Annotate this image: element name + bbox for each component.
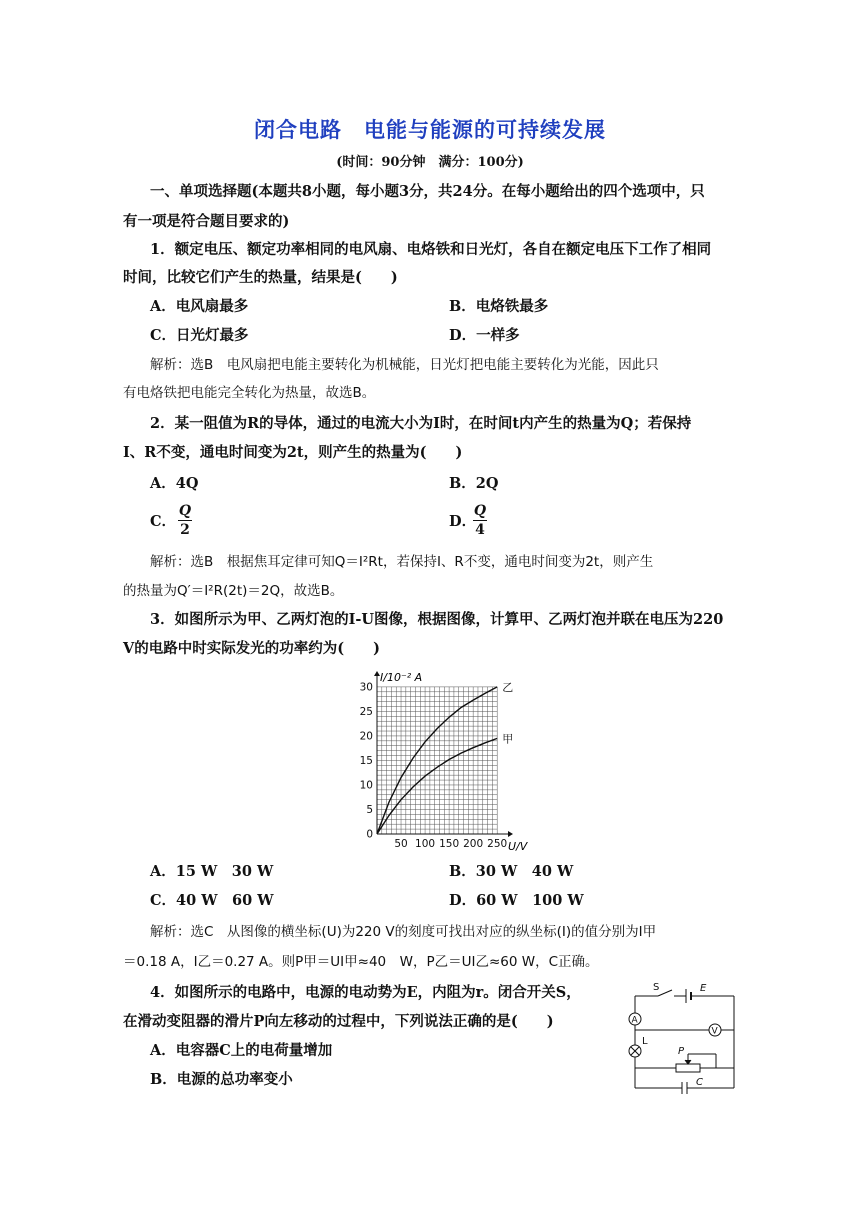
y-tick-label: 10 [359, 779, 373, 792]
q1-option-d: D．一样多 [449, 327, 520, 344]
q2-option-a: A．4Q [150, 475, 199, 492]
x-tick-label: 250 [487, 838, 508, 850]
q1-option-a: A．电风扇最多 [150, 298, 249, 315]
q1-option-c: C．日光灯最多 [150, 327, 249, 344]
q3-analysis-line2: ＝0.18 A，I乙＝0.27 A。则P甲＝UI甲≈40 W，P乙＝UI乙≈60 W，C正确。 [123, 954, 599, 970]
voltmeter-label: V [711, 1026, 718, 1037]
q2-option-c-fraction [178, 503, 192, 538]
y-tick-label: 20 [359, 730, 373, 743]
series-label: 甲 [502, 732, 514, 746]
page-subtitle: (时间：90分钟 满分：100分) [336, 155, 524, 170]
slider-label: P [678, 1046, 685, 1057]
q1-option-b: B．电烙铁最多 [449, 298, 549, 315]
fraction-denominator: 4 [475, 522, 485, 538]
section-heading-line2: 有一项是符合题目要求的) [123, 213, 290, 230]
q3-option-d: D．60 W 100 W [449, 892, 584, 909]
q3-option-a: A．15 W 30 W [150, 863, 274, 880]
q1-stem-line2: 时间，比较它们产生的热量，结果是( ) [123, 269, 398, 286]
chart-x-axis-label: U/V [508, 840, 528, 853]
x-tick-label: 200 [463, 838, 484, 850]
fraction-numerator: Q [178, 503, 192, 519]
capacitor-label: C [696, 1077, 703, 1088]
series-line-jia [377, 738, 497, 834]
q3-stem-line2: V的电路中时实际发光的功率约为( ) [123, 640, 380, 657]
q4-option-a: A．电容器C上的电荷量增加 [150, 1042, 333, 1059]
fraction-numerator: Q [473, 503, 487, 519]
q1-stem-line1: 1．额定电压、额定功率相同的电风扇、电烙铁和日光灯，各自在额定电压下工作了相同 [150, 241, 712, 258]
lamp-label: L [642, 1036, 648, 1047]
emf-label: E [700, 983, 707, 994]
fraction-denominator: 2 [180, 522, 190, 538]
q2-stem-line2: I、R不变，通电时间变为2t，则产生的热量为( ) [123, 444, 463, 461]
y-tick-label: 5 [366, 803, 373, 816]
circuit-diagram [620, 978, 745, 1096]
q2-analysis-line2: 的热量为Q′＝I²R(2t)＝2Q，故选B。 [123, 583, 344, 599]
section-heading-line1: 一、单项选择题(本题共8小题，每小题3分，共24分。在每小题给出的四个选项中，只 [150, 183, 705, 200]
y-tick-label: 15 [359, 754, 373, 767]
q1-analysis-line1: 解析：选B 电风扇把电能主要转化为机械能，日光灯把电能主要转化为光能，因此只 [150, 357, 659, 373]
x-tick-label: 150 [439, 838, 460, 850]
series-label: 乙 [502, 680, 514, 694]
q4-stem-line2: 在滑动变阻器的滑片P向左移动的过程中，下列说法正确的是( ) [123, 1013, 554, 1030]
q3-stem-line1: 3．如图所示为甲、乙两灯泡的I-U图像，根据图像，计算甲、乙两灯泡并联在电压为220 [150, 611, 724, 628]
x-tick-label: 50 [394, 838, 408, 850]
q3-analysis-line1: 解析：选C 从图像的横坐标(U)为220 V的刻度可找出对应的纵坐标(I)的值分别为I甲 [150, 924, 657, 940]
q2-stem-line1: 2．某一阻值为R的导体，通过的电流大小为I时，在时间t内产生的热量为Q；若保持 [150, 415, 692, 432]
q2-option-c: C． [150, 513, 177, 530]
q2-option-b: B．2Q [449, 475, 499, 492]
x-axis-arrow [508, 831, 513, 837]
q2-analysis-line1: 解析：选B 根据焦耳定律可知Q＝I²Rt，若保持I、R不变，通电时间变为2t，则产生 [150, 554, 654, 570]
y-tick-label: 0 [366, 828, 373, 841]
q4-stem-line1: 4．如图所示的电路中，电源的电动势为E，内阻为r。闭合开关S， [150, 984, 581, 1001]
y-tick-label: 25 [359, 705, 373, 718]
chart-series [377, 681, 513, 834]
q4-option-b: B．电源的总功率变小 [150, 1071, 293, 1088]
q2-option-d-fraction [473, 503, 487, 538]
y-tick-label: 30 [359, 681, 373, 694]
q2-option-d: D． [449, 513, 477, 530]
q1-analysis-line2: 有电烙铁把电能完全转化为热量，故选B。 [123, 385, 376, 401]
q3-option-b: B．30 W 40 W [449, 863, 574, 880]
iu-chart [340, 668, 540, 856]
page-title: 闭合电路 电能与能源的可持续发展 [254, 117, 606, 142]
chart-y-axis-label: I/10⁻² A [380, 671, 423, 684]
q3-option-c: C．40 W 60 W [150, 892, 274, 909]
chart-grid [377, 687, 497, 834]
switch-label: S [653, 982, 660, 993]
ammeter-label: A [631, 1015, 638, 1026]
x-tick-label: 100 [415, 838, 436, 850]
